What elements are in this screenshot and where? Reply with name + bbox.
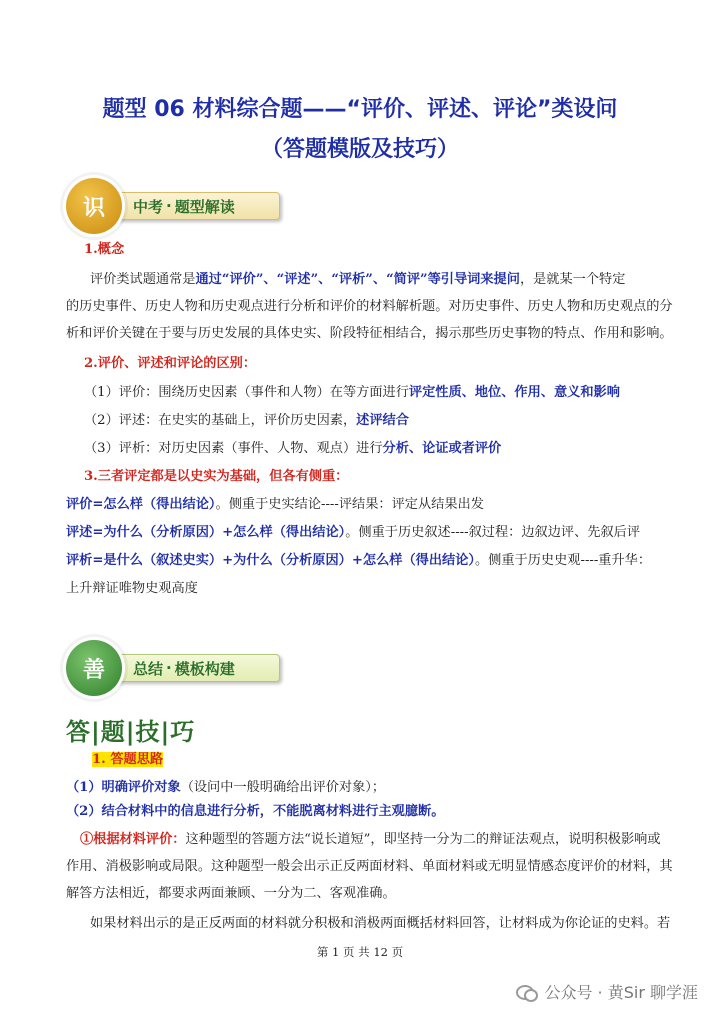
- emphasis-text: 通过“评价”、“评述”、“评析”、“简评”等引导词来提问: [195, 272, 520, 287]
- text: 。侧重于历史叙述----叙过程：边叙边评、先叙后评: [345, 525, 641, 540]
- emphasis-text: 评定性质、地位、作用、意义和影响: [408, 385, 620, 400]
- section-heading: 3.三者评定都是以史实为基础，但各有侧重：: [84, 469, 349, 484]
- page-subtitle: （答题模版及技巧）: [260, 137, 459, 162]
- banner-dot: ·: [166, 197, 172, 215]
- page-footer: 第 1 页 共 12 页: [316, 945, 404, 959]
- banner-tag: [110, 192, 280, 220]
- banner-label: 题型解读: [174, 197, 235, 216]
- rule-line: [66, 523, 656, 543]
- banner-badge: 善: [66, 640, 122, 696]
- emphasis-text: （1）明确评价对象: [66, 780, 181, 795]
- emphasis-text: 述评结合: [356, 413, 409, 428]
- section-heading: 2.评价、评述和评论的区别：: [84, 356, 257, 371]
- banner-dot: ·: [166, 659, 172, 677]
- banner-label: 模板构建: [174, 659, 235, 678]
- paragraph-line: 析和评价关键在于要与历史发展的具体史实、阶段特征相结合，揭示那些历史事物的特点、作用和影响。: [66, 326, 673, 341]
- emphasis-text: 评述=为什么（分析原因）+怎么样（得出结论）: [66, 525, 346, 540]
- emphasis-text: 评价=怎么样（得出结论）: [66, 497, 216, 512]
- section-heading: 1.概念: [84, 242, 125, 257]
- list-item: [84, 439, 674, 459]
- text: 这种题型的答题方法“说长道短”，即坚持一分为二的辩证法观点，说明积极影响或: [185, 832, 661, 847]
- rule-line: 上升辩证唯物史观高度: [66, 581, 198, 596]
- list-item: （2）结合材料中的信息进行分析，不能脱离材料进行主观臆断。: [66, 804, 445, 819]
- emphasis-text: 分析、论证或者评价: [382, 441, 502, 456]
- banner-label: 总结: [133, 659, 164, 678]
- highlighted-heading: 1. 答题思路: [92, 752, 164, 767]
- paragraph-line: [80, 830, 670, 850]
- emphasis-text: 评析=是什么（叙述史实）+为什么（分析原因）+怎么样（得出结论）: [66, 553, 475, 568]
- list-item: [84, 383, 674, 403]
- banner-label: 中考: [133, 197, 164, 216]
- banner-badge: 识: [66, 178, 122, 234]
- text: 。侧重于历史史观----重升华：: [474, 553, 652, 568]
- text: （2）评述：在史实的基础上，评价历史因素，: [84, 413, 357, 428]
- page-title: 题型 06 材料综合题——“评价、评述、评论”类设问: [102, 97, 618, 122]
- rule-line: [66, 495, 656, 515]
- text: （1）评价：围绕历史因素（事件和人物）在等方面进行: [84, 385, 409, 400]
- emphasis-text: ①根据材料评价：: [80, 832, 186, 847]
- paragraph-line: [90, 270, 680, 290]
- paragraph-line: 如果材料出示的是正反两面的材料就分积极和消极两面概括材料回答，让材料成为你论证的史料。若: [90, 916, 671, 931]
- watermark: [516, 980, 698, 1003]
- text: （设问中一般明确给出评价对象）；: [180, 780, 386, 795]
- text: ，是就某一个特定: [519, 272, 626, 287]
- list-item: [66, 778, 656, 798]
- text: 评价类试题通常是: [90, 272, 196, 287]
- paragraph-line: 作用、消极影响或局限。这种题型一般会出示正反两面材料、单面材料或无明显情感态度评价的材料，其: [66, 859, 673, 874]
- wechat-icon: [516, 983, 538, 1001]
- text: （3）评析：对历史因素（事件、人物、观点）进行: [84, 441, 383, 456]
- big-heading: 答|题|技|巧: [66, 718, 196, 746]
- text: 。侧重于史实结论----评结果：评定从结果出发: [215, 497, 484, 512]
- rule-line: [66, 551, 656, 571]
- paragraph-line: 的历史事件、历史人物和历史观点进行分析和评价的材料解析题。对历史事件、历史人物和历史观点的分: [66, 299, 673, 314]
- list-item: [84, 411, 674, 431]
- paragraph-line: 解答方法相近，都要求两面兼顾、一分为二、客观准确。: [66, 886, 396, 901]
- watermark-text: 公众号 · 黄Sir 聊学涯: [544, 983, 698, 1002]
- banner-tag: [110, 654, 280, 682]
- subsection-heading: [92, 750, 682, 770]
